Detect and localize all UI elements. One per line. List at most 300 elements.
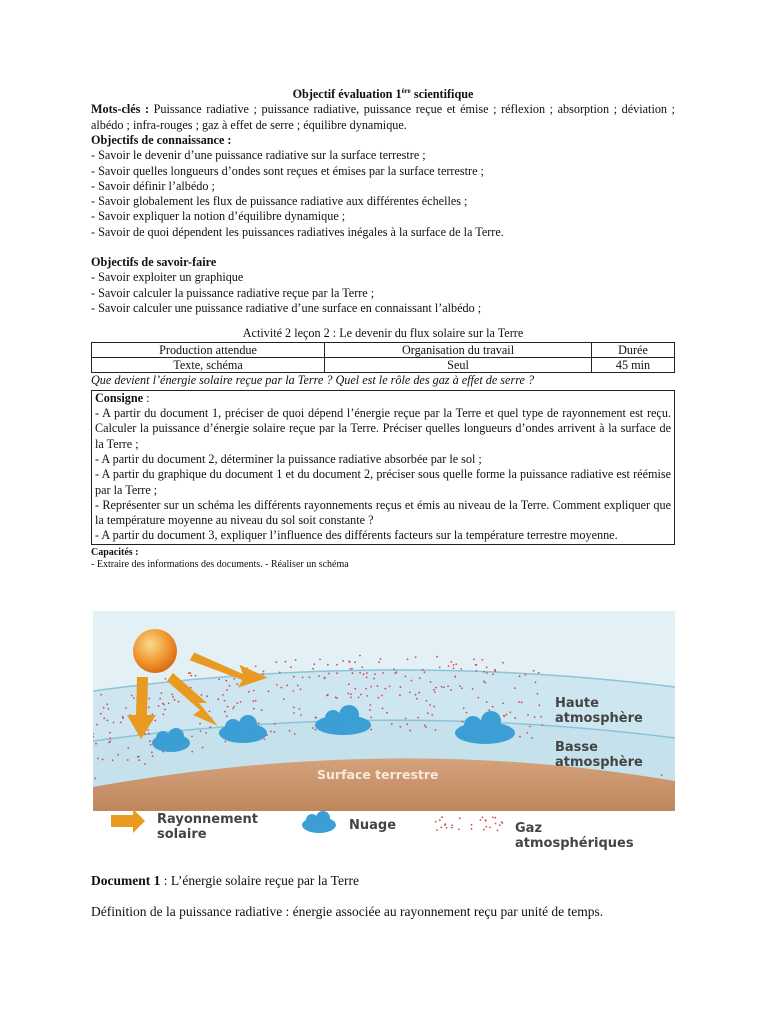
gas-particle bbox=[382, 708, 384, 710]
gas-particle bbox=[191, 736, 193, 738]
gas-particle bbox=[300, 714, 302, 716]
gas-particle bbox=[292, 690, 294, 692]
gas-particle bbox=[95, 743, 97, 745]
gas-particle bbox=[122, 716, 124, 718]
gas-particle bbox=[370, 729, 372, 731]
gas-particle bbox=[350, 668, 352, 670]
gas-particle bbox=[418, 692, 420, 694]
knowledge-item: - Savoir globalement les flux de puissance radiative aux différentes échelles ; bbox=[91, 194, 468, 209]
gas-particle bbox=[417, 717, 419, 719]
gas-particle bbox=[240, 701, 242, 703]
gas-particle bbox=[378, 697, 380, 699]
gas-particle bbox=[324, 677, 326, 679]
document1-definition: Définition de la puissance radiative : énergie associée au rayonnement reçu par unité de temps. bbox=[91, 904, 604, 919]
gas-particle bbox=[378, 661, 380, 663]
gas-particle bbox=[435, 821, 437, 823]
gas-particle bbox=[236, 683, 238, 685]
gas-particle bbox=[396, 671, 398, 673]
gas-particle bbox=[363, 673, 365, 675]
gas-particle bbox=[373, 678, 375, 680]
gas-particle bbox=[281, 687, 283, 689]
gas-particle bbox=[435, 729, 437, 731]
gas-particle bbox=[537, 693, 539, 695]
skills-item: - Savoir calculer la puissance radiative reçue par la Terre ; bbox=[91, 285, 375, 300]
document-page bbox=[91, 84, 675, 571]
gas-particle bbox=[409, 692, 411, 694]
knowledge-list bbox=[91, 148, 675, 240]
legend-gas-label: Gaz bbox=[515, 821, 543, 836]
gas-particle bbox=[399, 694, 401, 696]
gas-particle bbox=[151, 713, 153, 715]
gas-particle bbox=[202, 747, 204, 749]
gas-particle bbox=[366, 695, 368, 697]
gas-particle bbox=[429, 704, 431, 706]
gas-particle bbox=[466, 712, 468, 714]
gas-particle bbox=[286, 684, 288, 686]
gas-particle bbox=[422, 669, 424, 671]
gas-particle bbox=[335, 697, 337, 699]
gas-particle bbox=[255, 700, 257, 702]
gas-particle bbox=[436, 829, 438, 831]
gas-particle bbox=[492, 673, 494, 675]
gas-particle bbox=[206, 695, 208, 697]
gas-particle bbox=[435, 687, 437, 689]
gas-particle bbox=[393, 668, 395, 670]
gas-particle bbox=[293, 712, 295, 714]
gas-particle bbox=[205, 732, 207, 734]
gas-particle bbox=[486, 667, 488, 669]
gas-particle bbox=[489, 827, 491, 829]
gas-particle bbox=[226, 715, 228, 717]
gas-particle bbox=[451, 827, 453, 829]
gas-particle bbox=[354, 688, 356, 690]
gas-particle bbox=[137, 756, 139, 758]
table-header-row bbox=[92, 342, 675, 357]
gas-particle bbox=[366, 672, 368, 674]
gas-particle bbox=[391, 723, 393, 725]
gas-particle bbox=[255, 666, 257, 668]
legend-ray-label: Rayonnement bbox=[157, 812, 258, 827]
gas-particle bbox=[377, 685, 379, 687]
gas-particle bbox=[485, 826, 487, 828]
consigne-item: - A partir du graphique du document 1 et du document 2, préciser sous quelle forme la puissance radiative est réémise par la Terre ; bbox=[95, 467, 671, 497]
gas-particle bbox=[354, 661, 356, 663]
gas-particle bbox=[261, 709, 263, 711]
gas-particle bbox=[454, 676, 456, 678]
skills-heading: Objectifs de savoir-faire bbox=[91, 255, 217, 270]
gas-particle bbox=[299, 708, 301, 710]
gas-particle bbox=[312, 727, 314, 729]
gas-particle bbox=[365, 688, 367, 690]
gas-particle bbox=[300, 688, 302, 690]
gas-particle bbox=[148, 698, 150, 700]
gas-particle bbox=[347, 693, 349, 695]
table-header-cell: Organisation du travail bbox=[325, 342, 592, 357]
gas-particle bbox=[492, 706, 494, 708]
gas-particle bbox=[161, 692, 163, 694]
activity-question: Que devient l’énergie solaire reçue par la Terre ? Quel est le rôle des gaz à effet de serre ? bbox=[91, 372, 535, 387]
gas-particle bbox=[253, 708, 255, 710]
gas-particle bbox=[313, 663, 315, 665]
gas-particle bbox=[492, 817, 494, 819]
gas-particle bbox=[195, 675, 197, 677]
gas-particle bbox=[485, 819, 487, 821]
gas-particle bbox=[162, 713, 164, 715]
keywords-label: Mots-clés : bbox=[91, 102, 150, 117]
gas-particle bbox=[416, 698, 418, 700]
gas-particle bbox=[462, 721, 464, 723]
gas-particle bbox=[350, 693, 352, 695]
gas-particle bbox=[168, 703, 170, 705]
gas-particle bbox=[484, 682, 486, 684]
gas-particle bbox=[315, 729, 317, 731]
keywords-paragraph bbox=[91, 102, 675, 133]
gas-particle bbox=[472, 688, 474, 690]
gas-particle bbox=[488, 709, 490, 711]
atmosphere-diagram bbox=[93, 611, 675, 857]
gas-particle bbox=[164, 709, 166, 711]
gas-particle bbox=[283, 698, 285, 700]
gas-particle bbox=[328, 673, 330, 675]
capacities-text: - Extraire des informations des documents. - Réaliser un schéma bbox=[91, 558, 349, 570]
gas-particle bbox=[174, 699, 176, 701]
consigne-item: - A partir du document 3, expliquer l’influence des différents facteurs sur la température terrestre moyenne. bbox=[95, 528, 618, 543]
activity-table bbox=[91, 342, 675, 373]
gas-particle bbox=[453, 667, 455, 669]
gas-particle bbox=[224, 741, 226, 743]
gas-particle bbox=[447, 685, 449, 687]
gas-particle bbox=[96, 724, 98, 726]
gas-particle bbox=[312, 668, 314, 670]
gas-particle bbox=[361, 666, 363, 668]
knowledge-heading: Objectifs de connaissance : bbox=[91, 132, 232, 147]
gas-particle bbox=[370, 686, 372, 688]
gas-particle bbox=[453, 664, 455, 666]
gas-particle bbox=[138, 759, 140, 761]
gas-particle bbox=[425, 726, 427, 728]
gas-particle bbox=[450, 689, 452, 691]
gas-particle bbox=[209, 711, 211, 713]
gas-particle bbox=[201, 694, 203, 696]
gas-particle bbox=[336, 672, 338, 674]
gas-particle bbox=[349, 661, 351, 663]
gas-particle bbox=[482, 816, 484, 818]
gas-particle bbox=[525, 674, 527, 676]
gas-particle bbox=[226, 689, 228, 691]
gas-particle bbox=[276, 684, 278, 686]
gas-particle bbox=[415, 694, 417, 696]
legend-gas-label: atmosphériques bbox=[515, 836, 634, 851]
gas-particle bbox=[502, 662, 504, 664]
gas-particle bbox=[270, 731, 272, 733]
gas-particle bbox=[441, 686, 443, 688]
consigne-item: - A partir du document 2, déterminer la puissance radiative absorbée par le sol ; bbox=[95, 452, 482, 466]
gas-particle bbox=[117, 754, 119, 756]
gas-particle bbox=[162, 703, 164, 705]
gas-particle bbox=[471, 828, 473, 830]
gas-particle bbox=[455, 663, 457, 665]
gas-particle bbox=[189, 672, 191, 674]
gas-particle bbox=[144, 763, 146, 765]
gas-particle bbox=[506, 714, 508, 716]
gas-particle bbox=[131, 695, 133, 697]
gas-particle bbox=[531, 737, 533, 739]
gas-particle bbox=[165, 678, 167, 680]
gas-particle bbox=[293, 707, 295, 709]
keywords-text: Puissance radiative ; puissance radiative, puissance reçue et émise ; réflexion ; absorption ; déviation ; albédo ; infra-rouges ; gaz à effet de serre ; équilibre dynamique. bbox=[91, 102, 675, 132]
gas-particle bbox=[430, 681, 432, 683]
gas-particle bbox=[109, 732, 111, 734]
capacities-label: Capacités : bbox=[91, 546, 139, 558]
gas-particle bbox=[535, 681, 537, 683]
gas-particle bbox=[120, 722, 122, 724]
gas-particle bbox=[482, 659, 484, 661]
gas-particle bbox=[229, 685, 231, 687]
gas-particle bbox=[253, 690, 255, 692]
gas-particle bbox=[109, 737, 111, 739]
gas-particle bbox=[521, 702, 523, 704]
gas-particle bbox=[103, 718, 105, 720]
gas-particle bbox=[529, 726, 531, 728]
gas-particle bbox=[407, 658, 409, 660]
gas-particle bbox=[222, 694, 224, 696]
document1-heading: Document 1 : L’énergie solaire reçue par la Terre bbox=[91, 873, 359, 888]
gas-particle bbox=[476, 664, 478, 666]
gas-particle bbox=[200, 730, 202, 732]
gas-particle bbox=[158, 705, 160, 707]
gas-particle bbox=[411, 680, 413, 682]
gas-particle bbox=[102, 759, 104, 761]
gas-particle bbox=[351, 668, 353, 670]
gas-particle bbox=[360, 694, 362, 696]
knowledge-item: - Savoir le devenir d’une puissance radiative sur la surface terrestre ; bbox=[91, 148, 426, 163]
gas-particle bbox=[458, 828, 460, 830]
gas-particle bbox=[527, 732, 529, 734]
gas-particle bbox=[443, 687, 445, 689]
skills-item: - Savoir calculer une puissance radiative d’une surface en connaissant l’albédo ; bbox=[91, 300, 482, 315]
sun-icon bbox=[133, 629, 177, 673]
gas-particle bbox=[151, 752, 153, 754]
gas-particle bbox=[527, 714, 529, 716]
gas-particle bbox=[499, 824, 501, 826]
gas-particle bbox=[127, 759, 129, 761]
gas-particle bbox=[178, 701, 180, 703]
gas-particle bbox=[434, 691, 436, 693]
gas-particle bbox=[495, 823, 497, 825]
gas-particle bbox=[159, 698, 161, 700]
gas-particle bbox=[268, 690, 270, 692]
gas-particle bbox=[439, 667, 441, 669]
table-row bbox=[92, 357, 675, 372]
gas-particle bbox=[100, 694, 102, 696]
gas-particle bbox=[297, 685, 299, 687]
gas-particle bbox=[439, 819, 441, 821]
gas-particle bbox=[172, 696, 174, 698]
gas-particle bbox=[538, 672, 540, 674]
knowledge-item: - Savoir quelles longueurs d’ondes sont reçues et émises par la surface terrestre ; bbox=[91, 163, 484, 178]
gas-particle bbox=[236, 702, 238, 704]
gas-particle bbox=[108, 708, 110, 710]
gas-particle bbox=[171, 694, 173, 696]
gas-particle bbox=[519, 736, 521, 738]
legend-ray-label: solaire bbox=[157, 827, 207, 842]
gas-particle bbox=[279, 672, 281, 674]
gas-particle bbox=[319, 659, 321, 661]
gas-particle bbox=[273, 731, 275, 733]
gas-particle bbox=[415, 656, 417, 658]
gas-particle bbox=[386, 712, 388, 714]
gas-particle bbox=[399, 726, 401, 728]
gas-particle bbox=[262, 673, 264, 675]
gas-particle bbox=[494, 817, 496, 819]
knowledge-item: - Savoir expliquer la notion d’équilibre dynamique ; bbox=[91, 209, 346, 224]
gas-particle bbox=[342, 660, 344, 662]
table-cell: Texte, schéma bbox=[92, 357, 325, 372]
gas-particle bbox=[108, 742, 110, 744]
gas-particle bbox=[289, 730, 291, 732]
gas-particle bbox=[233, 706, 235, 708]
gas-particle bbox=[127, 747, 129, 749]
basse-atmosphere-label: atmosphère bbox=[555, 755, 643, 770]
gas-particle bbox=[483, 681, 485, 683]
gas-particle bbox=[426, 700, 428, 702]
document1-section bbox=[91, 873, 675, 935]
gas-particle bbox=[94, 778, 96, 780]
gas-particle bbox=[473, 659, 475, 661]
gas-particle bbox=[463, 707, 465, 709]
gas-particle bbox=[100, 713, 102, 715]
gas-particle bbox=[441, 816, 443, 818]
gas-particle bbox=[294, 733, 296, 735]
page-title: Objectif évaluation 1ère scientifique bbox=[292, 87, 474, 102]
gas-particle bbox=[232, 708, 234, 710]
gas-particle bbox=[436, 656, 438, 658]
gas-particle bbox=[370, 717, 372, 719]
gas-particle bbox=[494, 669, 496, 671]
gas-particle bbox=[380, 658, 382, 660]
gas-particle bbox=[275, 661, 277, 663]
gas-particle bbox=[359, 672, 361, 674]
gas-particle bbox=[191, 751, 193, 753]
gas-particle bbox=[448, 665, 450, 667]
haute-atmosphere-label: Haute bbox=[555, 696, 599, 711]
consigne-item: - A partir du document 1, préciser de quoi dépend l’énergie reçue par la Terre et quel type de rayonnement est reçu. Calculer la puissance d’énergie solaire reçue par la Terre. Préciser quelles longueurs d’ondes arrivent à la surface de la Terre ; bbox=[95, 406, 671, 451]
skills-list bbox=[91, 270, 675, 316]
gas-particle bbox=[471, 824, 473, 826]
gas-particle bbox=[106, 703, 108, 705]
gas-particle bbox=[290, 666, 292, 668]
gas-particle bbox=[224, 711, 226, 713]
gas-particle bbox=[274, 723, 276, 725]
gas-particle bbox=[381, 695, 383, 697]
gas-particle bbox=[433, 706, 435, 708]
gas-particle bbox=[405, 676, 407, 678]
gas-particle bbox=[318, 675, 320, 677]
knowledge-item: - Savoir définir l’albédo ; bbox=[91, 178, 215, 193]
gas-particle bbox=[253, 700, 255, 702]
gas-particle bbox=[514, 717, 516, 719]
gas-particle bbox=[190, 675, 192, 677]
legend-cloud-label: Nuage bbox=[349, 818, 397, 833]
gas-particle bbox=[424, 725, 426, 727]
gas-particle bbox=[509, 711, 511, 713]
gas-particle bbox=[293, 676, 295, 678]
gas-particle bbox=[483, 671, 485, 673]
gas-particle bbox=[233, 678, 235, 680]
gas-particle bbox=[502, 702, 504, 704]
gas-particle bbox=[477, 697, 479, 699]
gas-particle bbox=[451, 824, 453, 826]
gas-particle bbox=[540, 716, 542, 718]
gas-particle bbox=[384, 688, 386, 690]
gas-particle bbox=[103, 707, 105, 709]
gas-particle bbox=[209, 726, 211, 728]
gas-particle bbox=[374, 673, 376, 675]
gas-particle bbox=[227, 706, 229, 708]
activity-caption: Activité 2 leçon 2 : Le devenir du flux solaire sur la Terre bbox=[242, 326, 524, 341]
gas-particle bbox=[389, 686, 391, 688]
gas-particle bbox=[217, 698, 219, 700]
consigne-heading: Consigne : bbox=[95, 390, 150, 405]
gas-particle bbox=[480, 819, 482, 821]
gas-particle bbox=[519, 675, 521, 677]
gas-particle bbox=[97, 758, 99, 760]
gas-particle bbox=[358, 697, 360, 699]
gas-particle bbox=[348, 683, 350, 685]
gas-particle bbox=[264, 738, 266, 740]
gas-particle bbox=[352, 672, 354, 674]
gas-particle bbox=[327, 694, 329, 696]
gas-particle bbox=[152, 755, 154, 757]
gas-particle bbox=[486, 672, 488, 674]
gas-particle bbox=[359, 655, 361, 657]
gas-particle bbox=[518, 701, 520, 703]
consigne-item: - Représenter sur un schéma les différents rayonnements reçus et émis au niveau de la Terre. Comment expliquer que la température moyenne au niveau du sol soit constante ? bbox=[95, 497, 671, 528]
skills-item: - Savoir exploiter un graphique bbox=[91, 270, 244, 285]
gas-particle bbox=[154, 720, 156, 722]
haute-atmosphere-label: atmosphère bbox=[555, 711, 643, 726]
gas-particle bbox=[125, 707, 127, 709]
gas-particle bbox=[514, 687, 516, 689]
gas-particle bbox=[461, 687, 463, 689]
gas-particle bbox=[258, 722, 260, 724]
gas-particle bbox=[534, 716, 536, 718]
gas-particle bbox=[419, 677, 421, 679]
gas-particle bbox=[541, 724, 543, 726]
gas-particle bbox=[107, 720, 109, 722]
gas-particle bbox=[327, 664, 329, 666]
gas-particle bbox=[382, 672, 384, 674]
gas-particle bbox=[315, 717, 317, 719]
gas-particle bbox=[459, 817, 461, 819]
gas-particle bbox=[409, 730, 411, 732]
gas-particle bbox=[133, 697, 135, 699]
gas-particle bbox=[112, 759, 114, 761]
gas-particle bbox=[483, 829, 485, 831]
gas-particle bbox=[336, 664, 338, 666]
gas-particle bbox=[433, 689, 435, 691]
gas-particle bbox=[450, 661, 452, 663]
table-header-cell: Durée bbox=[591, 342, 674, 357]
gas-particle bbox=[486, 701, 488, 703]
gas-particle bbox=[224, 700, 226, 702]
gas-particle bbox=[444, 824, 446, 826]
gas-particle bbox=[431, 714, 433, 716]
gas-particle bbox=[148, 707, 150, 709]
gas-particle bbox=[199, 723, 201, 725]
gas-particle bbox=[446, 827, 448, 829]
gas-particle bbox=[370, 704, 372, 706]
